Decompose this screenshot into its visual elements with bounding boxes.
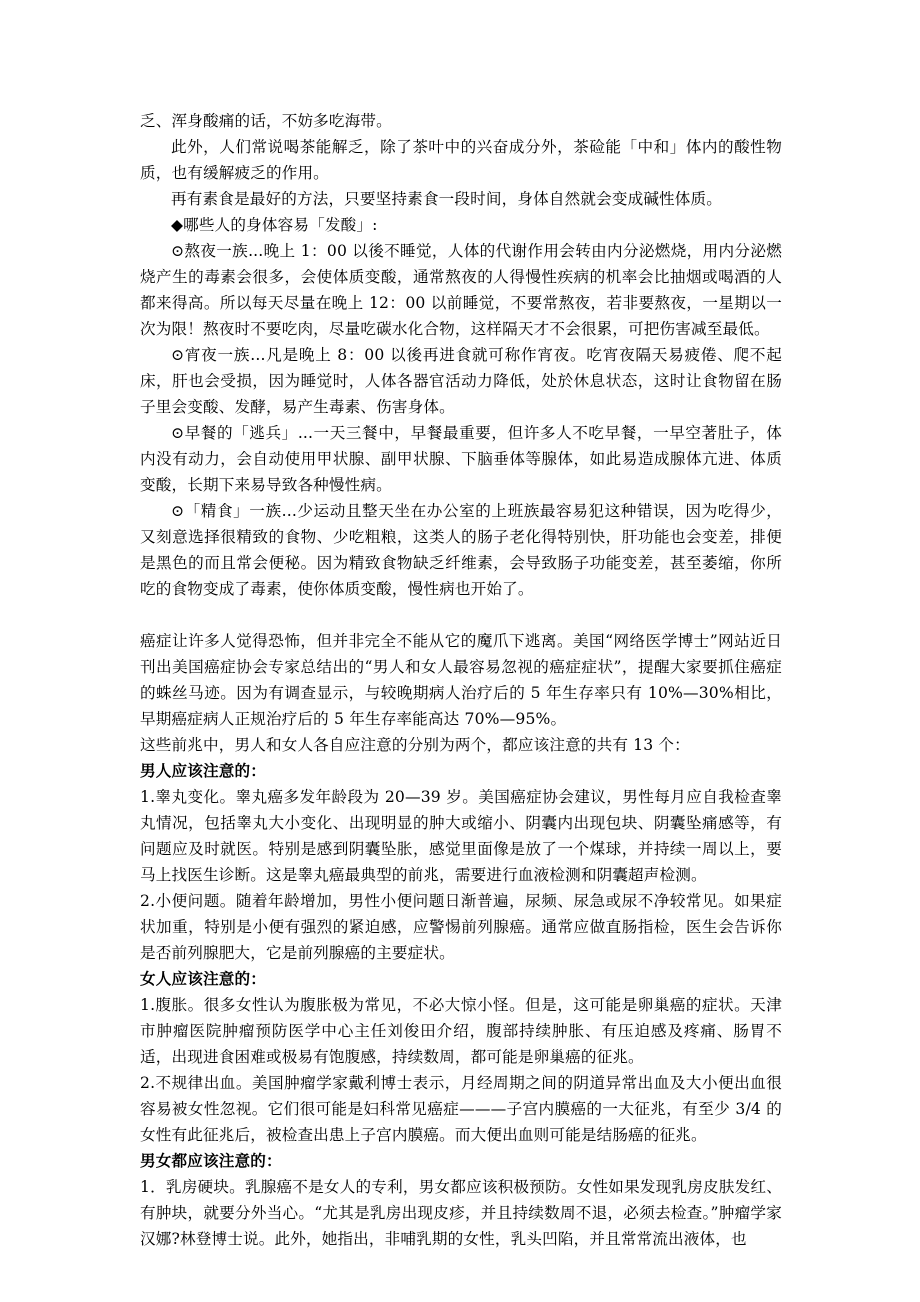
paragraph: 此外，人们常说喝茶能解乏，除了茶叶中的兴奋成分外，茶硷能「中和」体内的酸性物质，也有缓解疲乏的作用。 [140, 138, 782, 182]
list-item: ⊙熬夜一族...晚上 1：00 以後不睡觉，人体的代谢作用会转由内分泌燃烧，用内分泌燃烧产生的毒素会很多，会使体质变酸，通常熬夜的人得慢性疾病的机率会比抽烟或喝酒的人都来得高。所以每天尽量在晚上 12：00 以前睡觉，不要常熬夜，若非要熬夜，一星期以一次为限！熬夜时不要吃肉，尽量吃碳水化合物，这样隔天才不会很累，可把伤害减至最低。 [140, 242, 782, 338]
list-heading: ◆哪些人的身体容易「发酸」: [171, 216, 378, 234]
paragraph: 再有素食是最好的方法，只要坚持素食一段时间，身体自然就会变成碱性体质。 [171, 190, 723, 208]
list-item: 1.腹胀。很多女性认为腹胀极为常见，不必大惊小怪。但是，这可能是卵巢癌的症状。天津市肿瘤医院肿瘤预防医学中心主任刘俊田介绍，腹部持续肿胀、有压迫感及疼痛、肠胃不适，出现进食困难或极易有饱腹感，持续数周，都可能是卵巢癌的征兆。 [140, 996, 782, 1066]
men-section-heading: 男人应该注意的： [140, 761, 266, 780]
list-item: 2.不规律出血。美国肿瘤学家戴利博士表示，月经周期之间的阴道异常出血及大小便出血很容易被女性忽视。它们很可能是妇科常见癌症———子宫内膜癌的一大征兆，有至少 3/4 的女性有此征兆后，被检查出患上子宫内膜癌。而大便出血则可能是结肠癌的征兆。 [140, 1074, 782, 1144]
both-section-heading: 男女都应该注意的： [140, 1151, 282, 1170]
list-item: ⊙「精食」一族...少运动且整天坐在办公室的上班族最容易犯这种错误，因为吃得少，又刻意选择很精致的食物、少吃粗粮，这类人的肠子老化得特别快，肝功能也会变差，排便是黑色的而且常会便秘。因为精致食物缺乏纤维素，会导致肠子功能变差，甚至萎缩，你所吃的食物变成了毒素，使你体质变酸，慢性病也开始了。 [140, 502, 782, 598]
paragraph: 乏、浑身酸痛的话，不妨多吃海带。 [140, 112, 392, 130]
list-item: 1．乳房硬块。乳腺癌不是女人的专利，男女都应该积极预防。女性如果发现乳房皮肤发红、有肿块，就要分外当心。“尤其是乳房出现皮疹，并且持续数周不退，必须去检查。”肿瘤学家汉娜?林登博士说。此外，她指出，非哺乳期的女性，乳头凹陷，并且常常流出液体，也 [140, 1178, 782, 1248]
list-item: ⊙宵夜一族...凡是晚上 8：00 以後再进食就可称作宵夜。吃宵夜隔天易疲倦、爬不起床，肝也会受损，因为睡觉时，人体各器官活动力降低，处於休息状态，这时让食物留在肠子里会变酸、发酵，易产生毒素、伤害身体。 [140, 346, 782, 416]
summary-paragraph: 这些前兆中，男人和女人各自应注意的分别为两个，都应该注意的共有 13 个： [140, 736, 690, 754]
list-item: 2.小便问题。随着年龄增加，男性小便问题日渐普遍，尿频、尿急或尿不净较常见。如果症状加重，特别是小便有强烈的紧迫感，应警惕前列腺癌。通常应做直肠指检，医生会告诉你是否前列腺肥大，它是前列腺癌的主要症状。 [140, 892, 782, 962]
document-page [140, 108, 782, 1252]
list-item: 1.睾丸变化。睾丸癌多发年龄段为 20—39 岁。美国癌症协会建议，男性每月应自我检查睾丸情况，包括睾丸大小变化、出现明显的肿大或缩小、阴囊内出现包块、阴囊坠痛感等，有问题应及时就医。特别是感到阴囊坠胀，感觉里面像是放了一个煤球，并持续一周以上，要马上找医生诊断。这是睾丸癌最典型的前兆，需要进行血液检测和阴囊超声检测。 [140, 788, 782, 884]
section-gap [140, 602, 782, 628]
intro-paragraph: 癌症让许多人觉得恐怖，但并非完全不能从它的魔爪下逃离。美国“网络医学博士”网站近日刊出美国癌症协会专家总结出的“男人和女人最容易忽视的癌症症状”，提醒大家要抓住癌症的蛛丝马迹。因为有调查显示，与较晚期病人治疗后的 5 年生存率只有 10%—30%相比，早期癌症病人正规治疗后的 5 年生存率能高达 70%—95%。 [140, 632, 782, 728]
list-item: ⊙早餐的「逃兵」...一天三餐中，早餐最重要，但许多人不吃早餐，一早空著肚子，体内没有动力，会自动使用甲状腺、副甲状腺、下脑垂体等腺体，如此易造成腺体亢进、体质变酸，长期下来易导致各种慢性病。 [140, 424, 782, 494]
women-section-heading: 女人应该注意的： [140, 969, 266, 988]
